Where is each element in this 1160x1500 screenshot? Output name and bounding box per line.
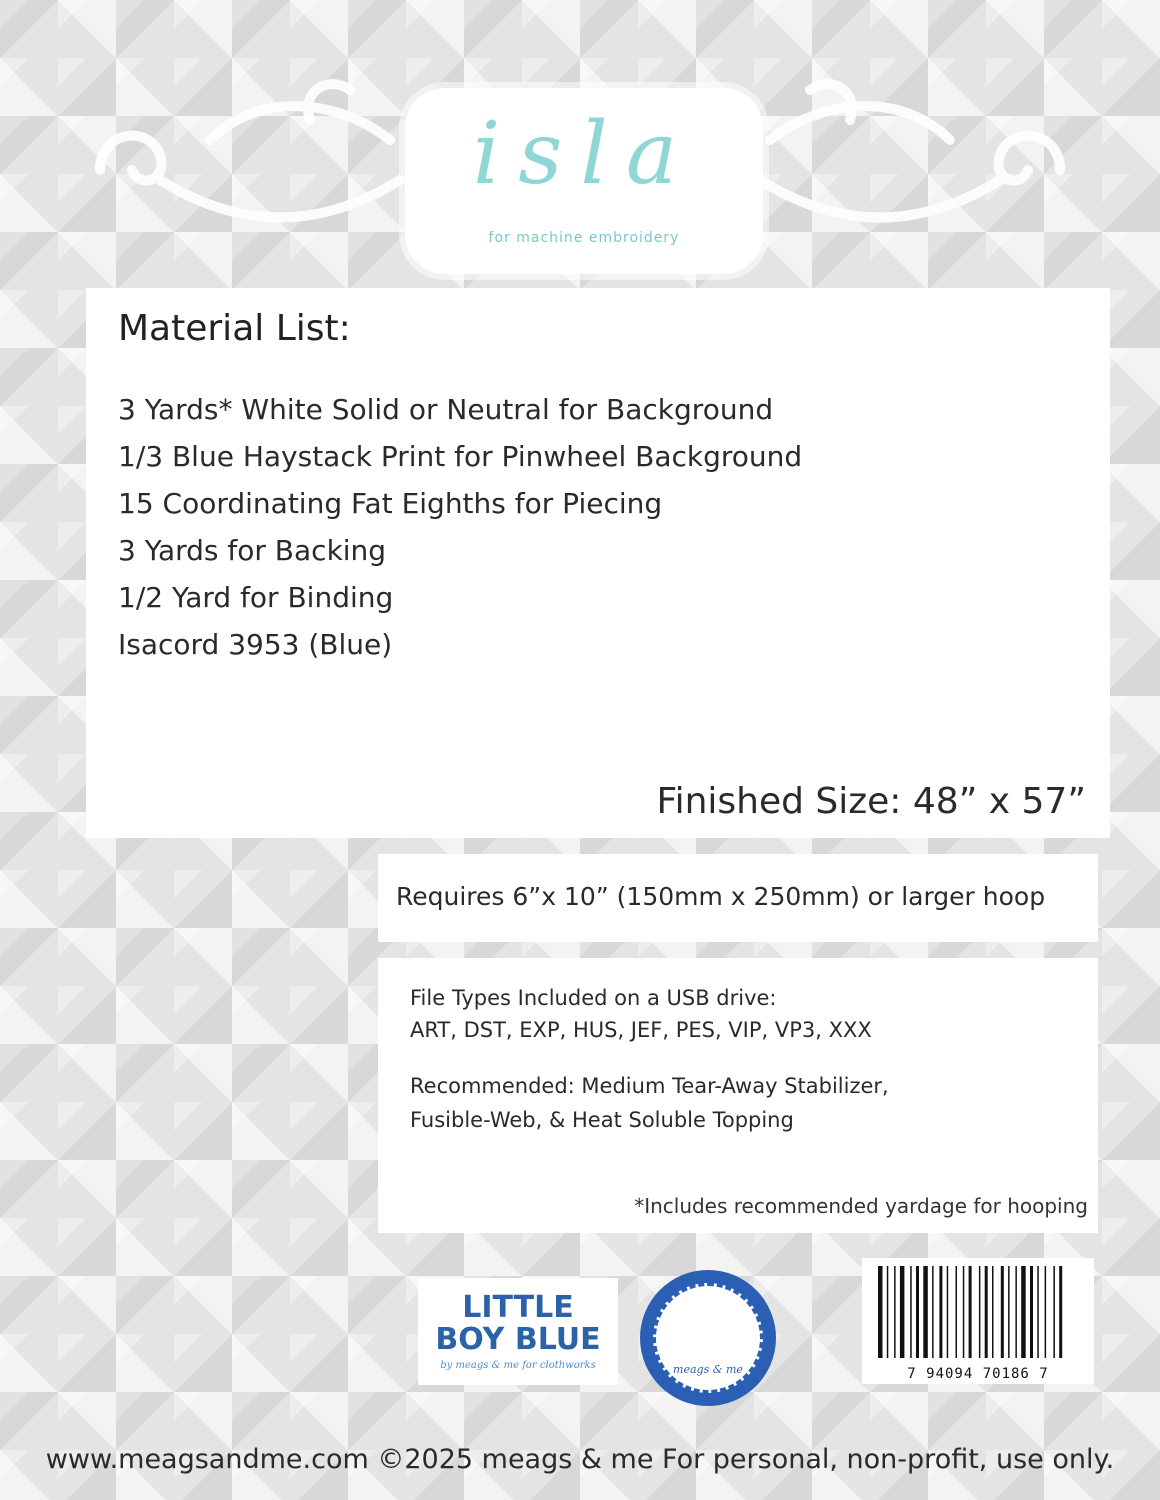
material-list	[118, 386, 802, 668]
file-types-list: ART, DST, EXP, HUS, JEF, PES, VIP, VP3, XXX	[410, 1018, 872, 1042]
hoop-requirement-panel	[378, 854, 1098, 942]
recommended-line-1: Recommended: Medium Tear-Away Stabilizer,	[410, 1074, 889, 1098]
yardage-footnote: *Includes recommended yardage for hooping	[634, 1194, 1088, 1218]
barcode-digits: 7 94094 70186 7	[907, 1366, 1049, 1382]
logo-wordmark: isla	[472, 104, 696, 204]
barcode	[862, 1258, 1094, 1384]
meags-and-me-badge	[640, 1270, 776, 1406]
footer-copyright: www.meagsandme.com ©2025 meags & me For personal, non-profit, use only.	[45, 1444, 1115, 1475]
little-boy-blue-line-2: BOY BLUE	[435, 1322, 601, 1357]
material-item: 3 Yards for Backing	[118, 534, 387, 567]
badge-inner-circle	[653, 1283, 763, 1393]
material-item: 1/2 Yard for Binding	[118, 581, 394, 614]
material-item: 1/3 Blue Haystack Print for Pinwheel Background	[118, 440, 803, 473]
finished-size: Finished Size: 48” x 57”	[656, 781, 1086, 822]
little-boy-blue-line-1: LITTLE	[462, 1290, 574, 1325]
material-list-heading: Material List:	[118, 308, 351, 349]
logo-plaque	[405, 88, 763, 274]
material-item: Isacord 3953 (Blue)	[118, 628, 393, 661]
material-item: 3 Yards* White Solid or Neutral for Background	[118, 393, 774, 426]
material-item: 15 Coordinating Fat Eighths for Piecing	[118, 487, 663, 520]
little-boy-blue-tagline: by meags & me for clothworks	[440, 1360, 596, 1371]
badge-text: meags & me	[673, 1363, 743, 1376]
file-info-panel	[378, 958, 1098, 1233]
file-types-label: File Types Included on a USB drive:	[410, 986, 777, 1010]
hoop-requirement-text: Requires 6”x 10” (150mm x 250mm) or larger hoop	[396, 882, 1046, 911]
material-list-panel	[86, 288, 1110, 838]
barcode-bars-icon	[862, 1262, 1094, 1362]
recommended-line-2: Fusible-Web, & Heat Soluble Topping	[410, 1108, 794, 1132]
little-boy-blue-logo	[418, 1278, 618, 1385]
isla-logo	[60, 30, 1100, 290]
logo-subtitle: for machine embroidery	[488, 230, 680, 246]
